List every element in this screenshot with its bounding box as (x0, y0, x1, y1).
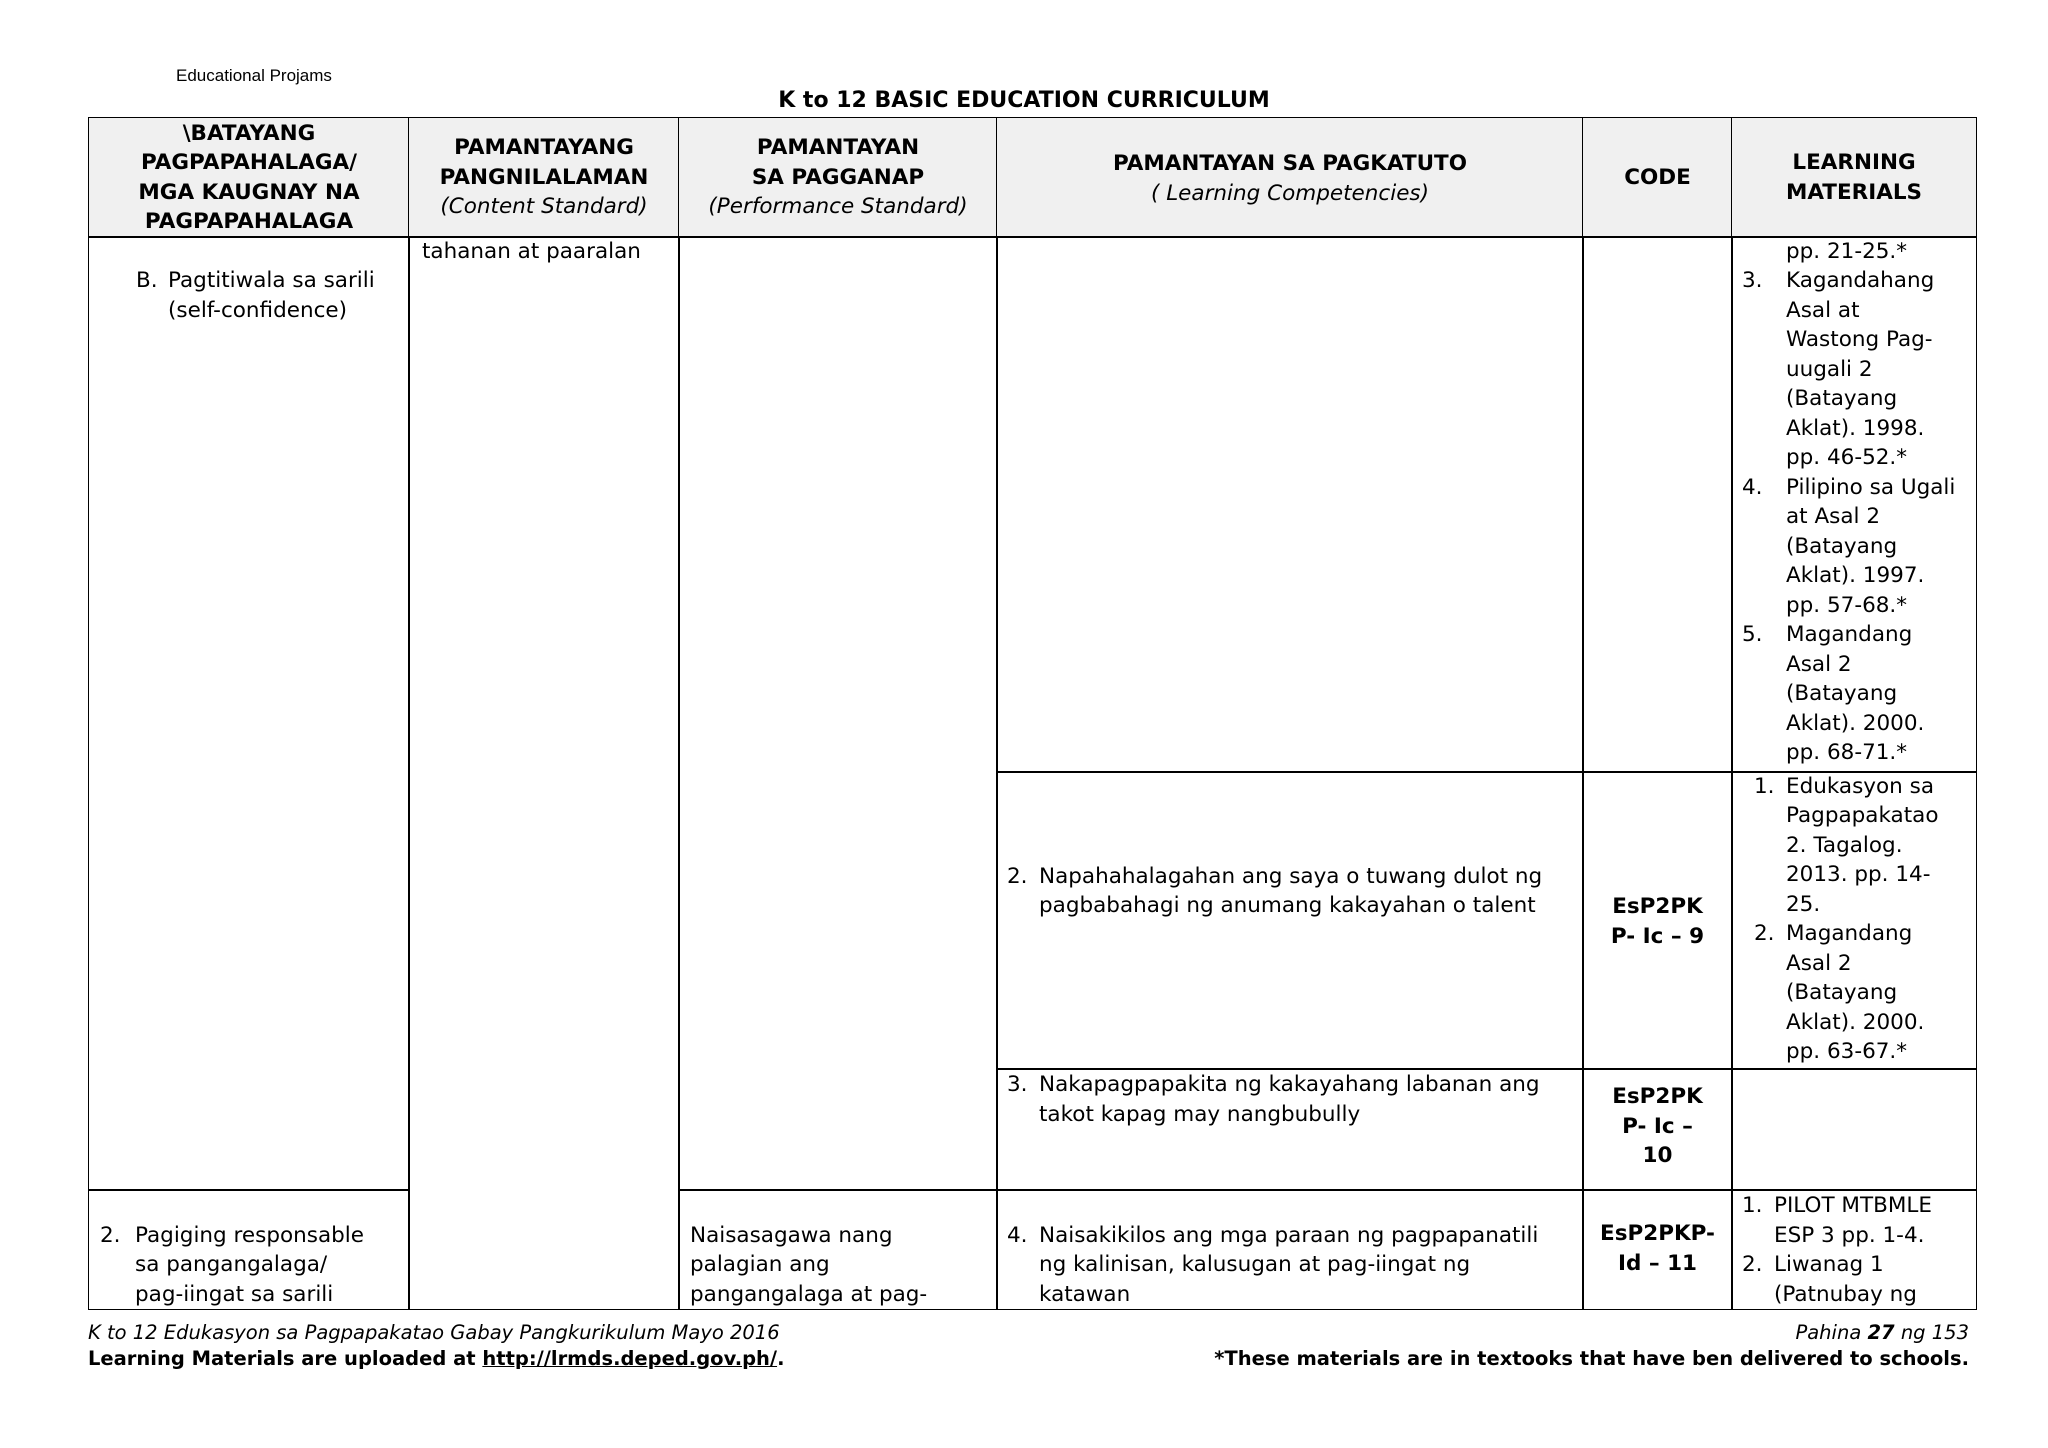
header-performance-standard (678, 117, 998, 238)
cell-competency-1 (996, 236, 1584, 773)
materials-line: (Batayang (1786, 980, 1898, 1005)
list-marker: 2. (100, 1223, 121, 1248)
curriculum-table (88, 117, 1977, 1310)
code-line: EsP2PK (1612, 894, 1703, 919)
footer-uploaded-note (88, 1347, 784, 1370)
header-content-standard (408, 117, 680, 238)
materials-line: Kagandahang (1786, 268, 1935, 293)
value-2-line: pag-iingat sa sarili (135, 1282, 334, 1307)
code-line: P- Ic – (1622, 1113, 1693, 1139)
header-subtitle: (Performance Standard) (708, 194, 968, 220)
lrmds-link[interactable]: http://lrmds.deped.gov.ph/ (482, 1347, 778, 1370)
materials-line: uugali 2 (1786, 357, 1873, 382)
header-line: PAMANTAYAN (756, 135, 920, 161)
performance-line: palagian ang (690, 1252, 830, 1277)
materials-line: Aklat). 2000. (1786, 1010, 1925, 1035)
cell-materials-4 (1731, 1189, 1977, 1310)
header-line: MATERIALS (1785, 179, 1923, 205)
cell-materials-2 (1731, 771, 1977, 1070)
list-marker: 2. (1742, 1252, 1763, 1277)
page-label: Pahina (1795, 1321, 1862, 1344)
header-subtitle: ( Learning Competencies) (1150, 180, 1430, 206)
materials-line: Aklat). 1997. (1786, 563, 1925, 588)
cell-code-4 (1582, 1189, 1733, 1310)
competency-line: pagbabahagi ng anumang kakayahan o talent (1039, 893, 1536, 918)
competency-line: Napahahalagahan ang saya o tuwang dulot ng (1039, 864, 1543, 889)
cell-competency-4 (996, 1189, 1584, 1310)
performance-line: pangangalaga at pag- (690, 1282, 928, 1307)
materials-line: pp. 57-68.* (1786, 593, 1908, 618)
uploaded-period: . (777, 1347, 785, 1370)
materials-line: 2013. pp. 14- (1786, 862, 1931, 887)
header-line: PAMANTAYAN SA PAGKATUTO (1112, 151, 1468, 176)
list-marker: 3. (1007, 1072, 1028, 1097)
materials-line: Edukasyon sa (1786, 774, 1935, 799)
cell-performance-standard (678, 236, 998, 1191)
materials-line: Aklat). 1998. (1786, 416, 1925, 441)
content-standard-text: tahanan at paaralan (422, 239, 641, 264)
cell-competency-2 (996, 771, 1584, 1070)
materials-line: Pagpapakatao (1786, 803, 1939, 828)
header-values-line: \BATAYANG (182, 120, 316, 146)
cell-value-2 (88, 1189, 410, 1310)
header-code (1582, 117, 1733, 238)
header-values-line: MGA KAUGNAY NA (138, 179, 360, 205)
materials-line: ESP 3 pp. 1-4. (1774, 1223, 1925, 1248)
header-values-line: PAGPAPAHALAGA/ (140, 150, 358, 175)
competency-line: Naisakikilos ang mga paraan ng pagpapanatili (1039, 1223, 1539, 1248)
materials-line: 2. Tagalog. (1786, 833, 1903, 858)
cell-content-standard (408, 236, 680, 1310)
code-line: Id – 11 (1617, 1250, 1698, 1276)
list-marker: 4. (1742, 475, 1763, 500)
header-values (88, 117, 410, 238)
footer-textbook-note: *These materials are in textooks that have ben delivered to schools. (1214, 1347, 1969, 1370)
cell-materials-1 (1731, 236, 1977, 773)
materials-line: Aklat). 2000. (1786, 711, 1925, 736)
materials-line: Wastong Pag- (1786, 327, 1933, 352)
list-marker: 1. (1754, 774, 1775, 799)
materials-line: pp. 21-25.* (1786, 239, 1908, 264)
header-line: PANGNILALAMAN (439, 164, 649, 190)
cell-materials-3 (1731, 1068, 1977, 1191)
materials-line: Magandang (1786, 622, 1913, 647)
footer-page-number (1795, 1321, 1969, 1344)
code-line: EsP2PK (1612, 1084, 1703, 1109)
competency-line: takot kapag may nangbubully (1039, 1102, 1361, 1127)
materials-line: (Batayang (1786, 534, 1898, 559)
list-marker: 5. (1742, 622, 1763, 647)
cell-value-b (88, 236, 410, 1191)
cell-performance-4 (678, 1189, 998, 1310)
materials-line: pp. 68-71.* (1786, 740, 1908, 765)
list-marker: 4. (1007, 1223, 1028, 1248)
list-marker: 2. (1007, 864, 1028, 889)
list-marker: 2. (1754, 921, 1775, 946)
materials-line: Asal 2 (1786, 652, 1852, 677)
competency-line: Nakapagpapakita ng kakayahang labanan ang (1039, 1072, 1540, 1097)
competency-line: katawan (1039, 1282, 1131, 1307)
code-line: 10 (1642, 1143, 1673, 1168)
code-line: P- Ic – 9 (1610, 923, 1705, 949)
list-marker: B. (136, 268, 158, 293)
header-values-line: PAGPAPAHALAGA (144, 209, 354, 234)
header-learning-materials (1731, 117, 1977, 238)
watermark: Educational Projams (176, 66, 332, 85)
competency-line: ng kalinisan, kalusugan at pag-iingat ng (1039, 1252, 1471, 1277)
list-marker: 3. (1742, 268, 1763, 293)
materials-line: Liwanag 1 (1774, 1252, 1884, 1277)
materials-line: Asal at (1786, 298, 1860, 323)
cell-competency-3 (996, 1068, 1584, 1191)
header-subtitle: (Content Standard) (440, 194, 648, 220)
value-b-line: Pagtitiwala sa sarili (168, 268, 375, 293)
value-2-line: sa pangangalaga/ (135, 1252, 328, 1277)
document-title: K to 12 BASIC EDUCATION CURRICULUM (778, 88, 1270, 113)
performance-line: Naisasagawa nang (690, 1223, 893, 1248)
materials-line: pp. 46-52.* (1786, 445, 1908, 470)
materials-line: Asal 2 (1786, 951, 1852, 976)
value-b-line: (self-confidence) (168, 298, 348, 323)
materials-line: Magandang (1786, 921, 1913, 946)
uploaded-label: Learning Materials are uploaded at (88, 1347, 476, 1370)
materials-line: (Batayang (1786, 681, 1898, 706)
materials-line: pp. 63-67.* (1786, 1039, 1908, 1064)
header-line: CODE (1624, 164, 1691, 190)
materials-line: at Asal 2 (1786, 504, 1881, 529)
materials-line: PILOT MTBMLE (1774, 1193, 1932, 1218)
materials-line: (Patnubay ng (1774, 1282, 1917, 1307)
cell-code-2 (1582, 771, 1733, 1070)
materials-line: Pilipino sa Ugali (1786, 475, 1956, 500)
page-label: ng (1900, 1321, 1926, 1344)
header-learning-competencies (996, 117, 1584, 238)
footer-document-name: K to 12 Edukasyon sa Pagpapakatao Gabay Pangkurikulum Mayo 2016 (88, 1321, 780, 1344)
header-line: SA PAGGANAP (751, 164, 925, 190)
header-line: LEARNING (1792, 150, 1916, 175)
materials-line: (Batayang (1786, 386, 1898, 411)
code-line: EsP2PKP- (1600, 1221, 1715, 1246)
page-total: 153 (1931, 1321, 1969, 1344)
cell-code-3 (1582, 1068, 1733, 1191)
materials-line: 25. (1786, 892, 1821, 917)
value-2-line: Pagiging responsable (135, 1223, 364, 1248)
cell-code-1 (1582, 236, 1733, 773)
header-line: PAMANTAYANG (454, 135, 634, 161)
page-current: 27 (1867, 1321, 1895, 1344)
list-marker: 1. (1742, 1193, 1763, 1218)
